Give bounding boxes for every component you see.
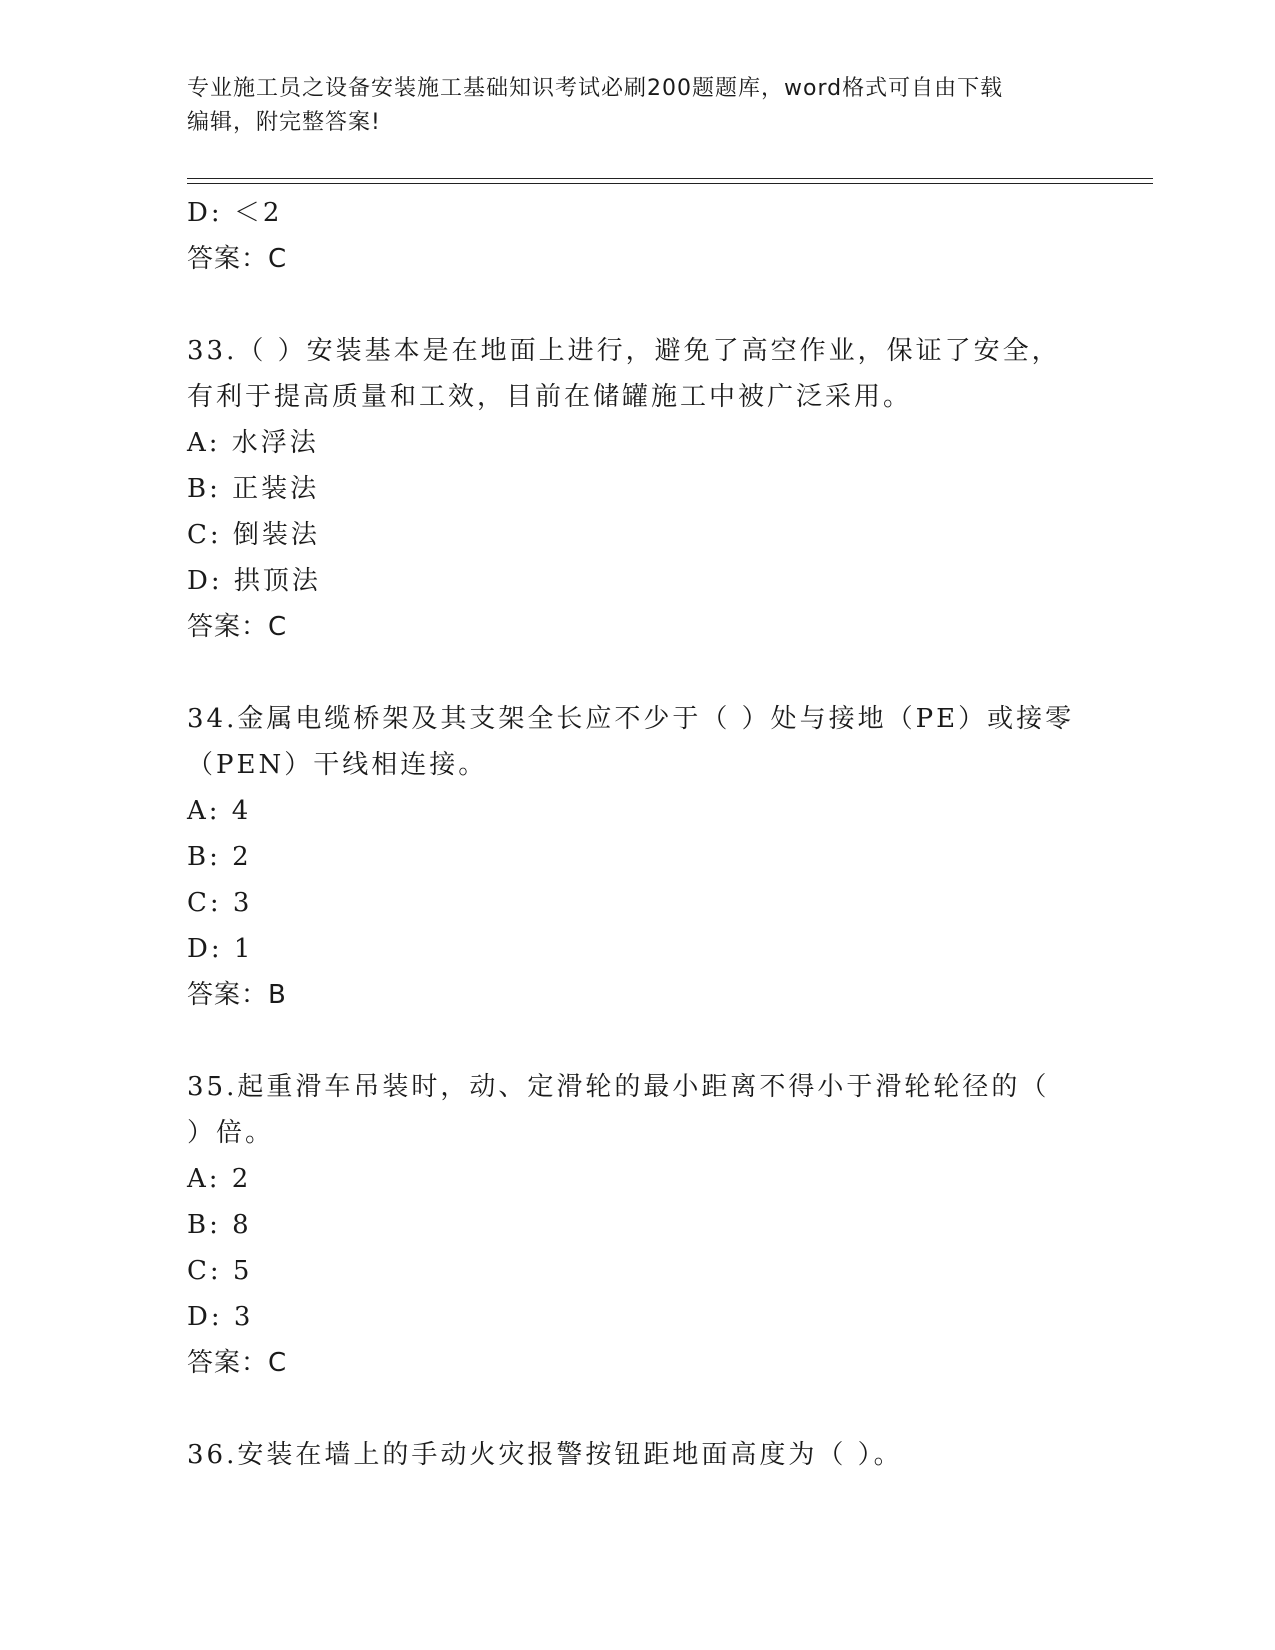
spacer xyxy=(187,1018,1067,1064)
option-b: B: 8 xyxy=(187,1210,252,1240)
header-title-line-2: 编辑，附完整答案! xyxy=(187,110,381,135)
question-36 xyxy=(187,1432,1067,1478)
option-d: D: ＜2 xyxy=(187,198,283,228)
option-c: C: 倒装法 xyxy=(187,520,320,550)
page-header xyxy=(187,72,1067,140)
spacer xyxy=(187,650,1067,696)
question-stem: 33.（ ）安装基本是在地面上进行，避免了高空作业，保证了安全， xyxy=(187,336,1061,366)
question-stem: 35.起重滑车吊装时，动、定滑轮的最小距离不得小于滑轮轮径的（ xyxy=(187,1072,1050,1102)
question-stem: （PEN）干线相连接。 xyxy=(187,750,488,780)
question-33 xyxy=(187,328,1067,650)
question-stem: 36.安装在墙上的手动火灾报警按钮距地面高度为（ ）。 xyxy=(187,1440,903,1470)
option-a: A: 4 xyxy=(187,796,252,826)
answer: 答案：B xyxy=(187,980,287,1010)
option-c: C: 5 xyxy=(187,1256,253,1286)
question-stem: 34.金属电缆桥架及其支架全长应不少于（ ）处与接地（PE）或接零 xyxy=(187,704,1075,734)
option-a: A: 2 xyxy=(187,1164,252,1194)
option-c: C: 3 xyxy=(187,888,253,918)
option-a: A: 水浮法 xyxy=(187,428,319,458)
header-divider-bottom xyxy=(187,183,1153,184)
answer: 答案：C xyxy=(187,612,288,642)
header-divider-top xyxy=(187,178,1153,179)
question-35 xyxy=(187,1064,1067,1386)
option-d: D: 3 xyxy=(187,1302,254,1332)
option-d: D: 1 xyxy=(187,934,254,964)
spacer xyxy=(187,282,1067,328)
option-d: D: 拱顶法 xyxy=(187,566,321,596)
question-stem: 有利于提高质量和工效，目前在储罐施工中被广泛采用。 xyxy=(187,382,913,412)
option-b: B: 正装法 xyxy=(187,474,320,504)
header-title-line-1: 专业施工员之设备安装施工基础知识考试必刷200题题库，word格式可自由下载 xyxy=(187,76,1004,101)
spacer xyxy=(187,1386,1067,1432)
option-b: B: 2 xyxy=(187,842,252,872)
question-list xyxy=(187,190,1075,1478)
answer: 答案：C xyxy=(187,244,288,274)
question-34 xyxy=(187,696,1075,1018)
question-stem: ）倍。 xyxy=(187,1118,275,1148)
answer: 答案：C xyxy=(187,1348,288,1378)
